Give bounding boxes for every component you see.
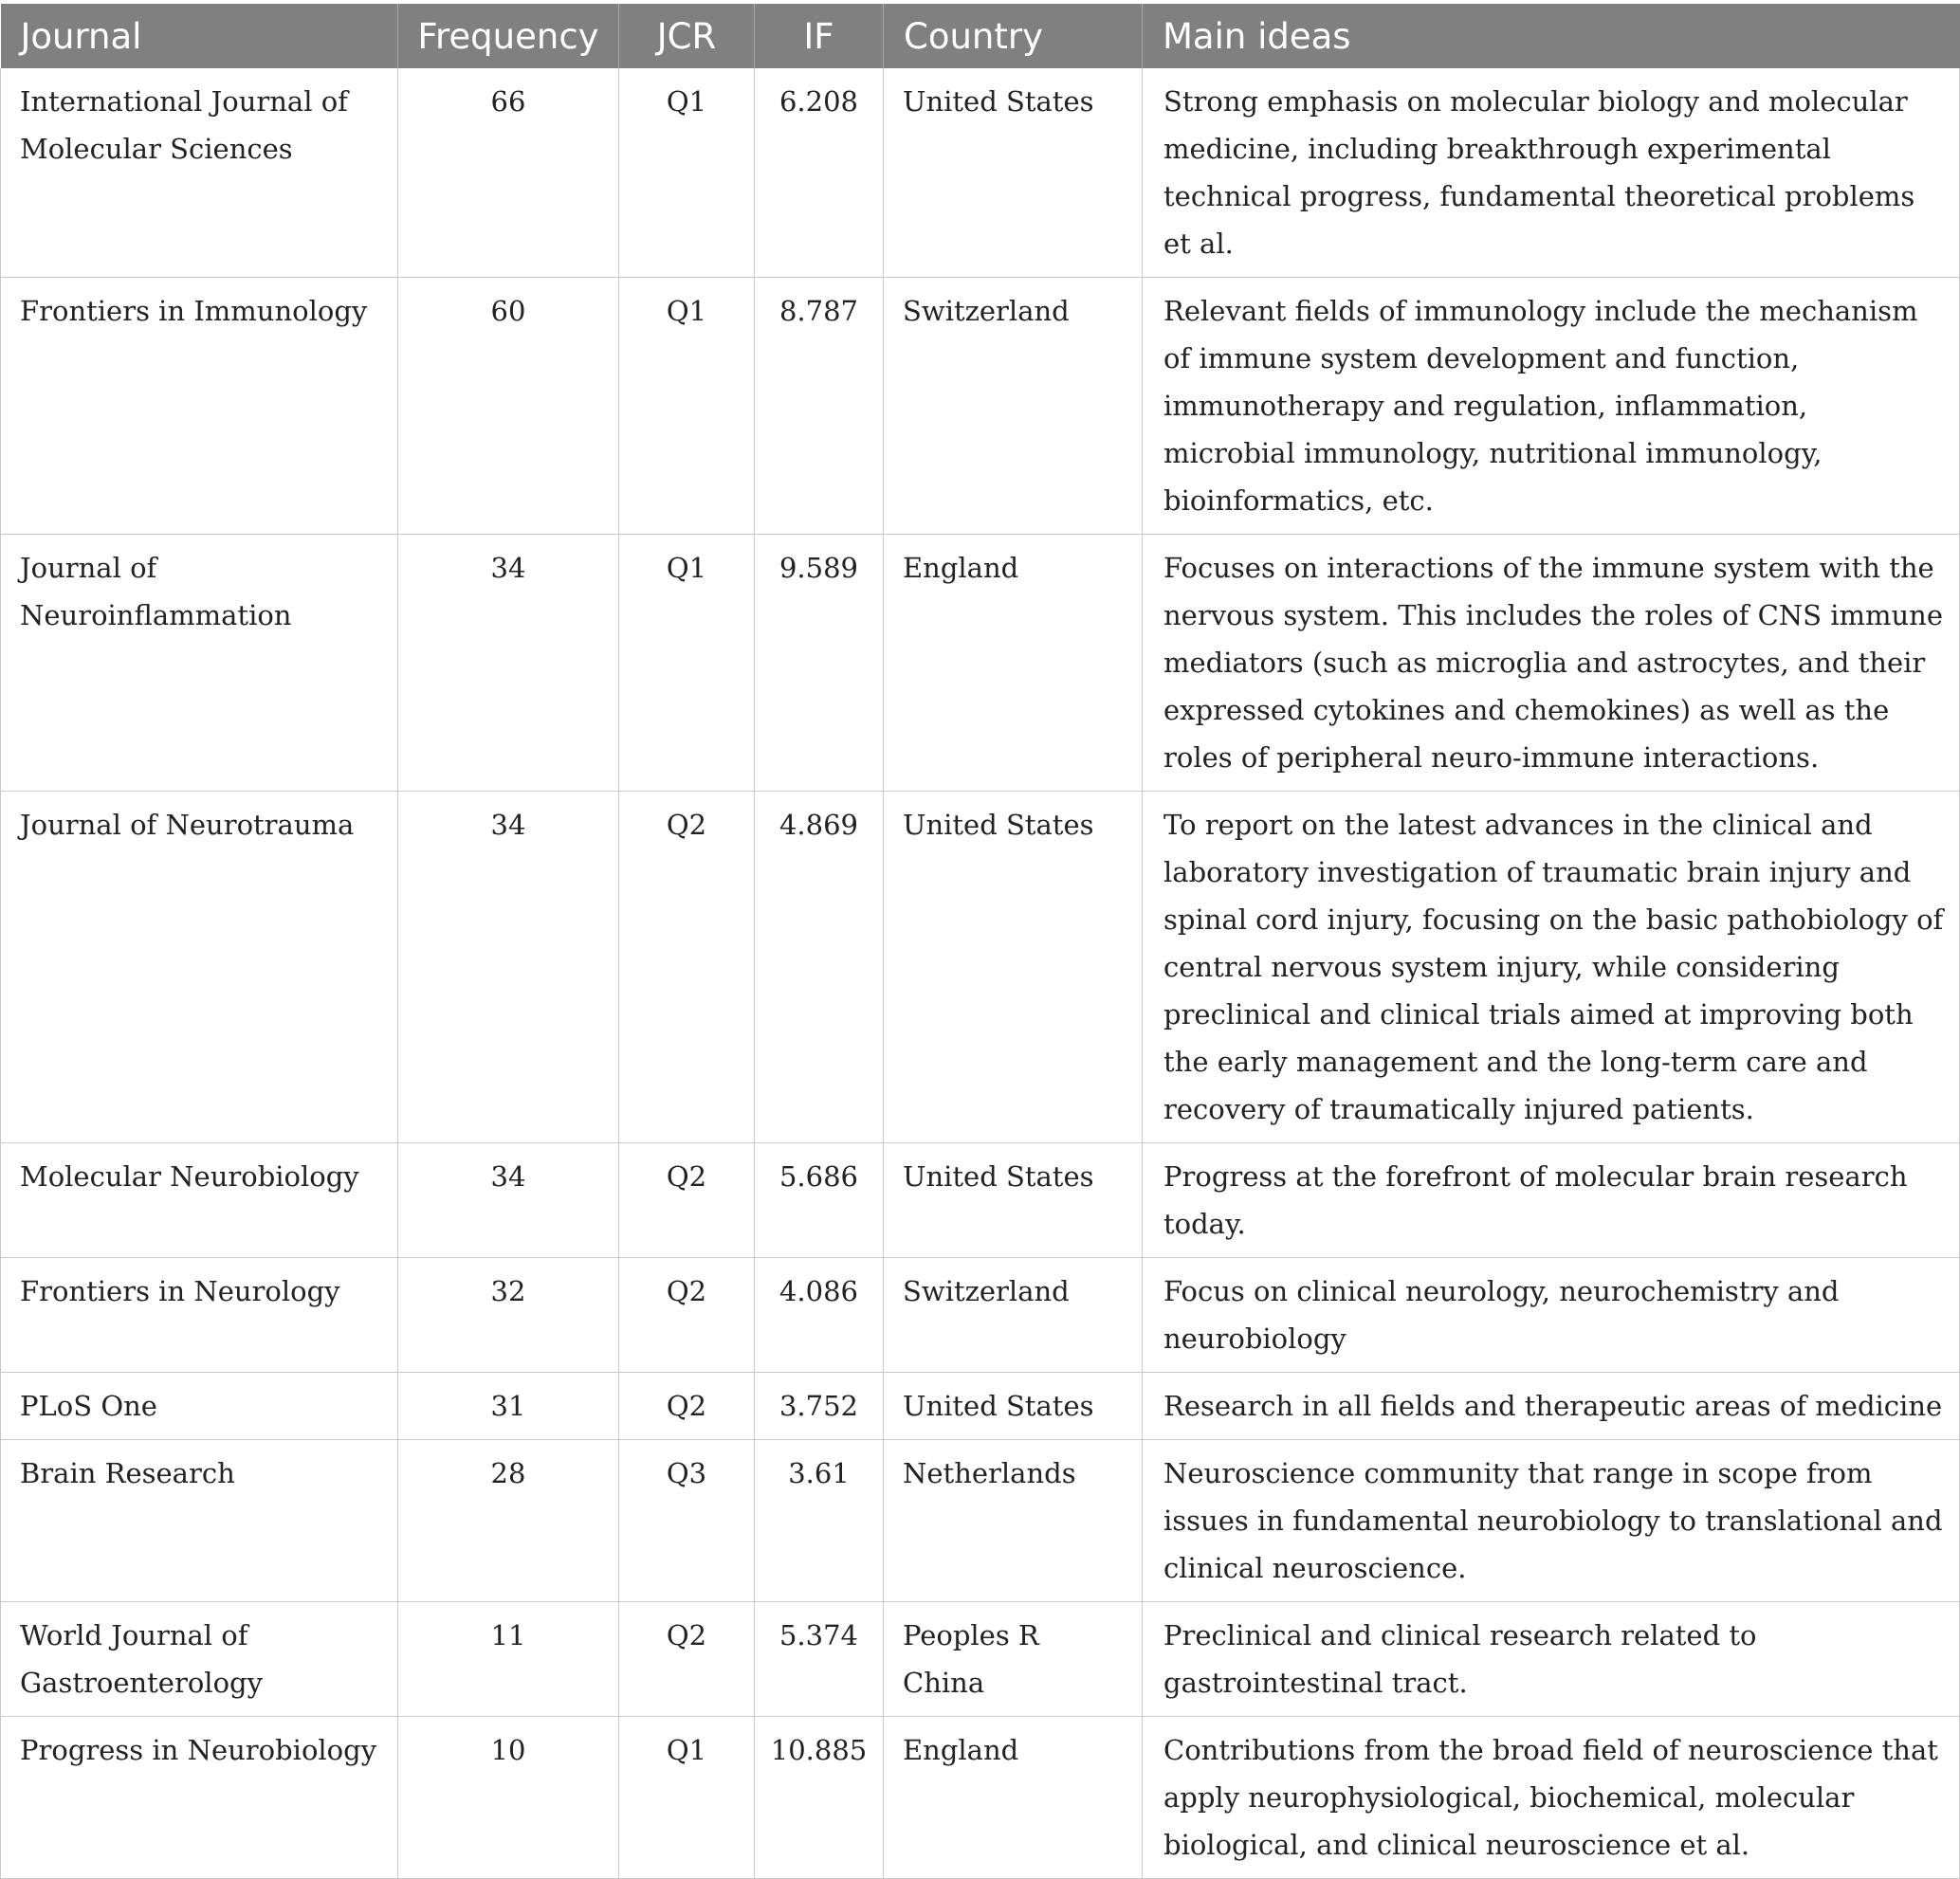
cell-journal: Frontiers in Neurology bbox=[1, 1258, 398, 1373]
cell-frequency: 28 bbox=[398, 1440, 619, 1602]
cell-main-ideas: Focus on clinical neurology, neurochemistry and neurobiology bbox=[1143, 1258, 1960, 1373]
cell-jcr: Q2 bbox=[619, 792, 755, 1143]
cell-journal: Brain Research bbox=[1, 1440, 398, 1602]
cell-journal: Frontiers in Immunology bbox=[1, 278, 398, 535]
table-row bbox=[1, 1602, 1960, 1717]
header-journal: Journal bbox=[1, 4, 398, 68]
table-header bbox=[1, 4, 1960, 68]
table-row bbox=[1, 535, 1960, 792]
cell-country: Peoples R China bbox=[884, 1602, 1143, 1717]
cell-impact-factor: 3.752 bbox=[755, 1373, 884, 1440]
cell-country: England bbox=[884, 1717, 1143, 1879]
cell-frequency: 32 bbox=[398, 1258, 619, 1373]
cell-jcr: Q1 bbox=[619, 535, 755, 792]
table-row bbox=[1, 1258, 1960, 1373]
cell-impact-factor: 9.589 bbox=[755, 535, 884, 792]
cell-impact-factor: 6.208 bbox=[755, 68, 884, 278]
cell-country: United States bbox=[884, 792, 1143, 1143]
cell-country: United States bbox=[884, 1373, 1143, 1440]
cell-impact-factor: 4.086 bbox=[755, 1258, 884, 1373]
cell-frequency: 66 bbox=[398, 68, 619, 278]
cell-country: United States bbox=[884, 1143, 1143, 1258]
cell-main-ideas: Research in all fields and therapeutic areas of medicine bbox=[1143, 1373, 1960, 1440]
cell-main-ideas: Progress at the forefront of molecular brain research today. bbox=[1143, 1143, 1960, 1258]
cell-journal: Progress in Neurobiology bbox=[1, 1717, 398, 1879]
cell-impact-factor: 8.787 bbox=[755, 278, 884, 535]
table-row bbox=[1, 68, 1960, 278]
cell-frequency: 34 bbox=[398, 792, 619, 1143]
cell-main-ideas: Contributions from the broad field of neuroscience that apply neurophysiological, biochemical, molecular biological, and clinical neuroscience et al. bbox=[1143, 1717, 1960, 1879]
header-row bbox=[1, 4, 1960, 68]
cell-frequency: 10 bbox=[398, 1717, 619, 1879]
header-main-ideas: Main ideas bbox=[1163, 15, 1351, 57]
table-row bbox=[1, 1143, 1960, 1258]
cell-frequency: 34 bbox=[398, 1143, 619, 1258]
cell-main-ideas: To report on the latest advances in the clinical and laboratory investigation of traumatic brain injury and spinal cord injury, focusing on the basic pathobiology of central nervous system injury, while considering preclinical and clinical trials aimed at improving both the early management and the long-term care and recovery of traumatically injured patients. bbox=[1143, 792, 1960, 1143]
cell-jcr: Q1 bbox=[619, 68, 755, 278]
cell-jcr: Q2 bbox=[619, 1258, 755, 1373]
header-jcr: JCR bbox=[619, 4, 755, 68]
header-frequency: Frequency bbox=[398, 4, 619, 68]
cell-main-ideas: Strong emphasis on molecular biology and molecular medicine, including breakthrough experimental technical progress, fundamental theoretical problems et al. bbox=[1143, 68, 1960, 278]
journals-table bbox=[0, 4, 1960, 1879]
cell-jcr: Q2 bbox=[619, 1373, 755, 1440]
header-if: IF bbox=[755, 4, 884, 68]
cell-frequency: 34 bbox=[398, 535, 619, 792]
cell-jcr: Q2 bbox=[619, 1143, 755, 1258]
cell-country: England bbox=[884, 535, 1143, 792]
table-row bbox=[1, 1717, 1960, 1879]
cell-frequency: 11 bbox=[398, 1602, 619, 1717]
cell-journal: Journal of Neuroinflammation bbox=[1, 535, 398, 792]
cell-impact-factor: 5.374 bbox=[755, 1602, 884, 1717]
header-country: Country bbox=[884, 4, 1143, 68]
cell-main-ideas: Relevant fields of immunology include the mechanism of immune system development and function, immunotherapy and regulation, inflammation, microbial immunology, nutritional immunology, bioinformatics, etc. bbox=[1143, 278, 1960, 535]
cell-main-ideas: Preclinical and clinical research related to gastrointestinal tract. bbox=[1143, 1602, 1960, 1717]
cell-country: United States bbox=[884, 68, 1143, 278]
cell-journal: PLoS One bbox=[1, 1373, 398, 1440]
cell-main-ideas: Focuses on interactions of the immune system with the nervous system. This includes the roles of CNS immune mediators (such as microglia and astrocytes, and their expressed cytokines and chemokines) as well as the roles of peripheral neuro-immune interactions. bbox=[1143, 535, 1960, 792]
cell-jcr: Q2 bbox=[619, 1602, 755, 1717]
cell-frequency: 60 bbox=[398, 278, 619, 535]
cell-main-ideas: Neuroscience community that range in scope from issues in fundamental neurobiology to translational and clinical neuroscience. bbox=[1143, 1440, 1960, 1602]
cell-journal: Journal of Neurotrauma bbox=[1, 792, 398, 1143]
cell-country: Netherlands bbox=[884, 1440, 1143, 1602]
table-row bbox=[1, 1440, 1960, 1602]
cell-frequency: 31 bbox=[398, 1373, 619, 1440]
cell-country: Switzerland bbox=[884, 1258, 1143, 1373]
cell-jcr: Q3 bbox=[619, 1440, 755, 1602]
cell-jcr: Q1 bbox=[619, 1717, 755, 1879]
table-body bbox=[1, 68, 1960, 1879]
cell-impact-factor: 10.885 bbox=[755, 1717, 884, 1879]
cell-jcr: Q1 bbox=[619, 278, 755, 535]
cell-impact-factor: 3.61 bbox=[755, 1440, 884, 1602]
cell-impact-factor: 5.686 bbox=[755, 1143, 884, 1258]
cell-journal: International Journal of Molecular Sciences bbox=[1, 68, 398, 278]
table-row bbox=[1, 792, 1960, 1143]
table-row bbox=[1, 278, 1960, 535]
cell-country: Switzerland bbox=[884, 278, 1143, 535]
cell-journal: World Journal of Gastroenterology bbox=[1, 1602, 398, 1717]
cell-journal: Molecular Neurobiology bbox=[1, 1143, 398, 1258]
cell-impact-factor: 4.869 bbox=[755, 792, 884, 1143]
table-row bbox=[1, 1373, 1960, 1440]
